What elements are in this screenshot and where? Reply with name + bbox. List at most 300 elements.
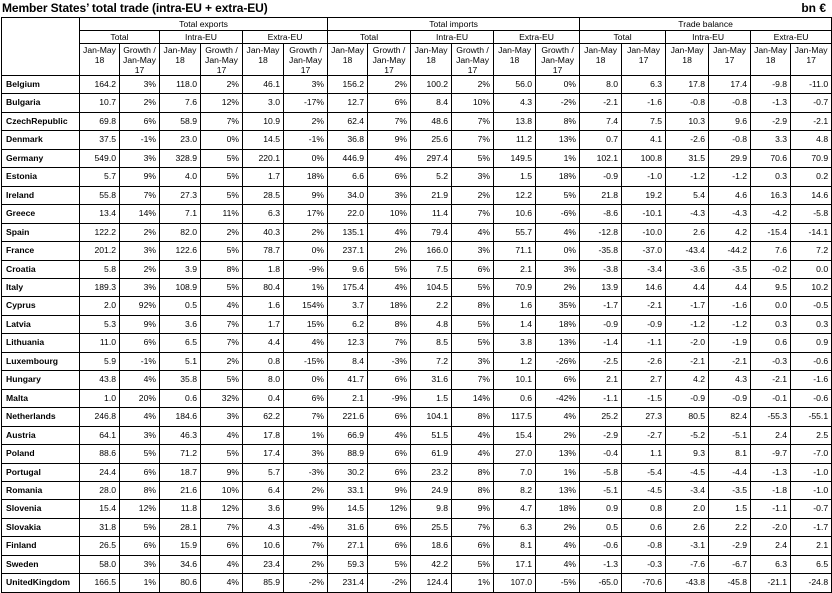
table-cell: 5.9 <box>80 352 120 370</box>
table-cell: 0.6 <box>622 518 666 536</box>
table-cell: 117.5 <box>494 408 536 426</box>
table-title: Member States’ total trade (intra-EU + extra-EU) <box>2 1 268 15</box>
table-cell: 0.7 <box>580 131 622 149</box>
table-cell: 1.5 <box>709 500 751 518</box>
table-cell: 8.1 <box>494 537 536 555</box>
table-cell: 15.4 <box>494 426 536 444</box>
table-cell: 6% <box>120 112 160 130</box>
table-cell: 5% <box>201 278 243 296</box>
column-header: Jan-May 18 <box>411 44 452 76</box>
table-cell: 9.8 <box>411 500 452 518</box>
table-cell: -9.7 <box>751 445 791 463</box>
table-cell: 48.6 <box>411 112 452 130</box>
table-cell: 2.2 <box>709 518 751 536</box>
table-cell: 25.2 <box>580 408 622 426</box>
group-header: Trade balance <box>580 18 832 31</box>
column-header: Jan-May 18 <box>494 44 536 76</box>
table-cell: 7% <box>201 334 243 352</box>
table-cell: 14.6 <box>622 278 666 296</box>
table-cell: 11.0 <box>80 334 120 352</box>
table-cell: -1% <box>120 352 160 370</box>
table-cell: 3% <box>120 426 160 444</box>
column-header: Jan-May 18 <box>751 44 791 76</box>
table-cell: 3.6 <box>160 315 201 333</box>
table-cell: 11% <box>201 205 243 223</box>
table-row <box>2 242 832 260</box>
table-cell: 2% <box>120 223 160 241</box>
table-cell: 1.5 <box>494 168 536 186</box>
table-cell: -1.7 <box>791 518 832 536</box>
country-name: Denmark <box>2 131 80 149</box>
table-cell: 4% <box>368 278 411 296</box>
country-name: Slovakia <box>2 518 80 536</box>
table-cell: 4% <box>536 223 580 241</box>
table-cell: 2.1 <box>494 260 536 278</box>
table-cell: 4.0 <box>160 168 201 186</box>
table-cell: 23.0 <box>160 131 201 149</box>
table-cell: -0.2 <box>751 260 791 278</box>
table-cell: 18% <box>284 168 328 186</box>
table-cell: -9% <box>368 389 411 407</box>
table-cell: 5.1 <box>160 352 201 370</box>
table-cell: 4.3 <box>709 371 751 389</box>
table-cell: 17.1 <box>494 555 536 573</box>
table-cell: 23.2 <box>411 463 452 481</box>
table-cell: 32% <box>201 389 243 407</box>
country-name: Spain <box>2 223 80 241</box>
table-cell: 27.3 <box>622 408 666 426</box>
table-cell: -2.1 <box>622 297 666 315</box>
table-cell: -3.5 <box>709 260 751 278</box>
table-cell: -1.2 <box>709 168 751 186</box>
table-cell: -2.5 <box>580 352 622 370</box>
table-cell: 17.4 <box>243 445 284 463</box>
subgroup-header: Extra-EU <box>751 31 832 44</box>
table-cell: 8% <box>201 260 243 278</box>
table-cell: 5% <box>368 555 411 573</box>
table-cell: 8% <box>452 297 494 315</box>
table-cell: 4.4 <box>666 278 709 296</box>
table-cell: 2.1 <box>328 389 368 407</box>
table-cell: 19.2 <box>622 186 666 204</box>
table-cell: -5% <box>536 574 580 592</box>
table-cell: -15.4 <box>751 223 791 241</box>
table-cell: 8.4 <box>411 94 452 112</box>
table-cell: 2% <box>120 94 160 112</box>
table-cell: 92% <box>120 297 160 315</box>
table-cell: 8% <box>536 112 580 130</box>
table-cell: 7% <box>201 112 243 130</box>
table-cell: 80.5 <box>666 408 709 426</box>
table-cell: 8% <box>120 481 160 499</box>
table-cell: -3% <box>284 463 328 481</box>
subgroup-header: Intra-EU <box>666 31 751 44</box>
table-cell: 297.4 <box>411 149 452 167</box>
table-row <box>2 205 832 223</box>
table-cell: 5% <box>201 242 243 260</box>
table-cell: 6% <box>368 463 411 481</box>
table-cell: 6% <box>452 260 494 278</box>
table-cell: 7.5 <box>622 112 666 130</box>
table-cell: 8.5 <box>411 334 452 352</box>
country-name: UnitedKingdom <box>2 574 80 592</box>
table-cell: 6.4 <box>243 481 284 499</box>
table-cell: 1.4 <box>494 315 536 333</box>
table-cell: 15.4 <box>80 500 120 518</box>
table-cell: 2% <box>201 223 243 241</box>
column-header: Jan-May 17 <box>791 44 832 76</box>
column-header: Growth / Jan-May 17 <box>452 44 494 76</box>
table-cell: 0.5 <box>160 297 201 315</box>
table-cell: 0% <box>536 242 580 260</box>
table-cell: 56.0 <box>494 76 536 94</box>
table-cell: 2.1 <box>791 537 832 555</box>
table-cell: 0% <box>284 242 328 260</box>
table-cell: 5% <box>201 371 243 389</box>
table-cell: 70.9 <box>494 278 536 296</box>
table-cell: 107.0 <box>494 574 536 592</box>
table-cell: 15.9 <box>160 537 201 555</box>
table-cell: 10.6 <box>494 205 536 223</box>
column-header: Jan-May 17 <box>622 44 666 76</box>
table-cell: 10.9 <box>243 112 284 130</box>
table-cell: -21.1 <box>751 574 791 592</box>
table-cell: -11.0 <box>791 76 832 94</box>
table-cell: 24.9 <box>411 481 452 499</box>
table-cell: 100.8 <box>622 149 666 167</box>
table-cell: 4% <box>120 371 160 389</box>
table-cell: 14% <box>452 389 494 407</box>
table-cell: 6.3 <box>494 518 536 536</box>
country-name: Greece <box>2 205 80 223</box>
table-cell: 149.5 <box>494 149 536 167</box>
table-cell: 31.8 <box>80 518 120 536</box>
table-cell: 100.2 <box>411 76 452 94</box>
table-cell: 246.8 <box>80 408 120 426</box>
table-cell: 166.5 <box>80 574 120 592</box>
table-cell: 2% <box>536 278 580 296</box>
table-cell: -2.6 <box>666 131 709 149</box>
table-cell: 55.8 <box>80 186 120 204</box>
table-cell: 6% <box>368 168 411 186</box>
country-name: Malta <box>2 389 80 407</box>
table-cell: 2.0 <box>80 297 120 315</box>
table-cell: -0.4 <box>580 445 622 463</box>
table-cell: 59.3 <box>328 555 368 573</box>
table-cell: -2.0 <box>666 334 709 352</box>
table-cell: 4.6 <box>709 186 751 204</box>
table-row <box>2 555 832 573</box>
table-cell: 108.9 <box>160 278 201 296</box>
table-cell: 156.2 <box>328 76 368 94</box>
table-cell: 7% <box>452 518 494 536</box>
table-cell: 30.2 <box>328 463 368 481</box>
table-cell: 13% <box>536 445 580 463</box>
country-name: Estonia <box>2 168 80 186</box>
table-row <box>2 408 832 426</box>
table-cell: -1.1 <box>622 334 666 352</box>
table-row <box>2 297 832 315</box>
table-row <box>2 352 832 370</box>
table-cell: 1.8 <box>243 260 284 278</box>
table-cell: 5% <box>201 168 243 186</box>
table-cell: -4% <box>284 518 328 536</box>
country-name: Cyprus <box>2 297 80 315</box>
table-cell: 9% <box>284 500 328 518</box>
table-cell: 62.2 <box>243 408 284 426</box>
table-cell: 0.5 <box>580 518 622 536</box>
table-cell: 41.7 <box>328 371 368 389</box>
table-cell: 9% <box>120 168 160 186</box>
table-cell: 25.6 <box>411 131 452 149</box>
table-cell: 46.1 <box>243 76 284 94</box>
table-cell: 10.2 <box>791 278 832 296</box>
table-cell: 7% <box>368 334 411 352</box>
column-header-row <box>2 44 832 76</box>
table-cell: 4.1 <box>622 131 666 149</box>
table-cell: 166.0 <box>411 242 452 260</box>
table-cell: 118.0 <box>160 76 201 94</box>
table-cell: 102.1 <box>580 149 622 167</box>
table-cell: -5.4 <box>622 463 666 481</box>
country-name: Ireland <box>2 186 80 204</box>
table-cell: -1.0 <box>622 168 666 186</box>
table-cell: 13.4 <box>80 205 120 223</box>
table-cell: 6.2 <box>328 315 368 333</box>
table-cell: 2% <box>284 555 328 573</box>
table-cell: 7.2 <box>791 242 832 260</box>
table-cell: -0.5 <box>791 297 832 315</box>
table-cell: -1.3 <box>751 463 791 481</box>
table-cell: 7.1 <box>160 205 201 223</box>
table-cell: -37.0 <box>622 242 666 260</box>
table-cell: 0.6 <box>751 334 791 352</box>
table-cell: 5.4 <box>666 186 709 204</box>
table-body <box>2 76 832 593</box>
table-cell: 7% <box>368 112 411 130</box>
table-cell: 29.9 <box>709 149 751 167</box>
table-cell: 4% <box>452 223 494 241</box>
table-cell: 21.9 <box>411 186 452 204</box>
table-cell: 7% <box>452 371 494 389</box>
table-cell: 2.6 <box>666 518 709 536</box>
table-row <box>2 186 832 204</box>
table-cell: 9.3 <box>666 445 709 463</box>
table-cell: 189.3 <box>80 278 120 296</box>
table-cell: 69.8 <box>80 112 120 130</box>
table-row <box>2 574 832 592</box>
table-cell: 4.8 <box>791 131 832 149</box>
table-cell: 85.9 <box>243 574 284 592</box>
table-row <box>2 334 832 352</box>
table-cell: 12% <box>201 94 243 112</box>
table-row <box>2 371 832 389</box>
table-cell: 6% <box>368 408 411 426</box>
table-cell: 5.3 <box>80 315 120 333</box>
table-cell: 31.6 <box>411 371 452 389</box>
table-cell: -2.6 <box>622 352 666 370</box>
table-cell: 14.5 <box>243 131 284 149</box>
column-header: Jan-May 18 <box>80 44 120 76</box>
table-cell: 3% <box>120 76 160 94</box>
country-name: Poland <box>2 445 80 463</box>
table-cell: 0% <box>284 149 328 167</box>
table-cell: 3.6 <box>243 500 284 518</box>
table-cell: 80.6 <box>160 574 201 592</box>
table-row <box>2 94 832 112</box>
table-cell: 221.6 <box>328 408 368 426</box>
table-cell: -1.1 <box>751 500 791 518</box>
table-cell: 8.1 <box>709 445 751 463</box>
country-name: Italy <box>2 278 80 296</box>
table-cell: -2.7 <box>622 426 666 444</box>
table-cell: 4.7 <box>494 500 536 518</box>
table-cell: 16.3 <box>751 186 791 204</box>
table-cell: -3.1 <box>666 537 709 555</box>
table-cell: 3% <box>284 76 328 94</box>
table-cell: 11.8 <box>160 500 201 518</box>
country-name: Romania <box>2 481 80 499</box>
table-cell: -5.8 <box>791 205 832 223</box>
table-cell: -1.8 <box>751 481 791 499</box>
table-cell: -1.6 <box>622 94 666 112</box>
table-row <box>2 518 832 536</box>
table-cell: 2.4 <box>751 537 791 555</box>
table-cell: 12.3 <box>328 334 368 352</box>
table-cell: -24.8 <box>791 574 832 592</box>
table-cell: 80.4 <box>243 278 284 296</box>
table-cell: 4.2 <box>666 371 709 389</box>
table-cell: -2.9 <box>751 112 791 130</box>
table-cell: 9.6 <box>328 260 368 278</box>
table-cell: -2.1 <box>709 352 751 370</box>
table-row <box>2 389 832 407</box>
table-cell: 37.5 <box>80 131 120 149</box>
table-cell: -0.8 <box>666 94 709 112</box>
table-cell: 7.0 <box>494 463 536 481</box>
table-cell: -4.4 <box>709 463 751 481</box>
table-cell: 71.1 <box>494 242 536 260</box>
table-cell: -6% <box>536 205 580 223</box>
table-cell: 7.6 <box>160 94 201 112</box>
table-cell: 15% <box>284 315 328 333</box>
table-cell: 0.3 <box>751 315 791 333</box>
subgroup-header: Extra-EU <box>494 31 580 44</box>
table-cell: 28.1 <box>160 518 201 536</box>
table-cell: 122.6 <box>160 242 201 260</box>
table-cell: -1.6 <box>709 297 751 315</box>
table-cell: -65.0 <box>580 574 622 592</box>
table-cell: 34.6 <box>160 555 201 573</box>
table-cell: -17% <box>284 94 328 112</box>
table-cell: 9% <box>120 315 160 333</box>
table-cell: -0.6 <box>580 537 622 555</box>
table-cell: -0.9 <box>709 389 751 407</box>
table-cell: 11.4 <box>411 205 452 223</box>
table-cell: 6% <box>368 94 411 112</box>
table-cell: 124.4 <box>411 574 452 592</box>
table-cell: -7.6 <box>666 555 709 573</box>
table-cell: -0.7 <box>791 94 832 112</box>
column-header: Growth / Jan-May 17 <box>201 44 243 76</box>
table-cell: -0.9 <box>666 389 709 407</box>
table-cell: 6% <box>536 371 580 389</box>
country-name: Sweden <box>2 555 80 573</box>
table-cell: 5.7 <box>80 168 120 186</box>
table-cell: -5.1 <box>580 481 622 499</box>
table-cell: 58.0 <box>80 555 120 573</box>
country-name: Finland <box>2 537 80 555</box>
table-cell: 9% <box>368 131 411 149</box>
table-cell: -1.2 <box>666 168 709 186</box>
table-cell: -35.8 <box>580 242 622 260</box>
table-cell: -0.6 <box>791 389 832 407</box>
column-header: Growth / Jan-May 17 <box>368 44 411 76</box>
table-cell: 0.2 <box>791 168 832 186</box>
table-cell: 4% <box>536 555 580 573</box>
table-cell: -0.8 <box>622 537 666 555</box>
table-cell: 7% <box>452 205 494 223</box>
table-cell: 88.6 <box>80 445 120 463</box>
table-cell: 1.5 <box>411 389 452 407</box>
table-cell: 0% <box>536 76 580 94</box>
table-cell: 5% <box>201 149 243 167</box>
table-cell: 14% <box>120 205 160 223</box>
table-cell: 122.2 <box>80 223 120 241</box>
group-header-row <box>2 18 832 31</box>
table-cell: 2% <box>201 352 243 370</box>
table-cell: 5.2 <box>411 168 452 186</box>
table-row <box>2 223 832 241</box>
table-cell: 4.4 <box>709 278 751 296</box>
table-cell: -2% <box>284 574 328 592</box>
table-cell: 1.1 <box>622 445 666 463</box>
table-cell: 71.2 <box>160 445 201 463</box>
table-cell: -2% <box>536 94 580 112</box>
table-cell: 6% <box>120 463 160 481</box>
subgroup-header-row <box>2 31 832 44</box>
table-cell: 9% <box>284 186 328 204</box>
table-cell: 6.6 <box>328 168 368 186</box>
table-cell: 55.7 <box>494 223 536 241</box>
table-cell: -0.9 <box>622 315 666 333</box>
table-cell: 7% <box>201 315 243 333</box>
table-cell: -44.2 <box>709 242 751 260</box>
table-cell: 6% <box>368 445 411 463</box>
table-cell: 70.9 <box>791 149 832 167</box>
table-cell: -4.2 <box>751 205 791 223</box>
table-cell: 12% <box>120 500 160 518</box>
table-cell: 446.9 <box>328 149 368 167</box>
table-cell: 6% <box>120 537 160 555</box>
table-cell: 4% <box>536 537 580 555</box>
table-cell: 2% <box>120 260 160 278</box>
table-cell: -12.8 <box>580 223 622 241</box>
subgroup-header: Extra-EU <box>243 31 328 44</box>
table-cell: 17.8 <box>243 426 284 444</box>
country-name: Croatia <box>2 260 80 278</box>
table-cell: 12.7 <box>328 94 368 112</box>
table-cell: 18% <box>368 297 411 315</box>
table-cell: -4.3 <box>666 205 709 223</box>
table-cell: 2% <box>284 112 328 130</box>
table-cell: -2.9 <box>580 426 622 444</box>
table-cell: -0.7 <box>791 500 832 518</box>
table-cell: -43.8 <box>666 574 709 592</box>
country-name: Hungary <box>2 371 80 389</box>
table-cell: 7.5 <box>411 260 452 278</box>
table-cell: -3.6 <box>666 260 709 278</box>
